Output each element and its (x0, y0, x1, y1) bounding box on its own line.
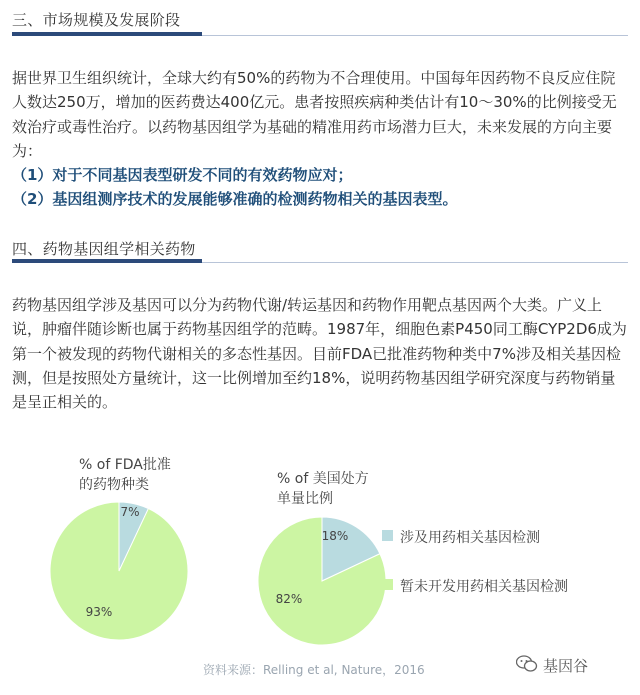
pie-1-label-tested: 7% (120, 505, 140, 519)
pie-1-label-untested: 93% (85, 605, 113, 619)
section-3-text: 据世界卫生组织统计，全球大约有50%的药物为不合理使用。中国每年因药物不良反应住院人数达250万，增加的医药费达400亿元。患者按照疾病种类估计有10～30%的比例接受无效治疗或毒性治疗。以药物基因组学为基础的精准用药市场潜力巨大，未来发展的方向主要为： (12, 69, 617, 160)
section-4-text: 药物基因组学涉及基因可以分为药物代谢/转运基因和药物作用靶点基因两个大类。广义上说，肿瘤伴随诊断也属于药物基因组学的范畴。1987年，细胞色素P450同工酶CYP2D6成为第一个被发现的药物代谢相关的多态性基因。目前FDA已批准药物种类中7%涉及相关基因检测，但是按照处方量统计，这一比例增加至约18%，说明药物基因组学研究深度与药物销量是呈正相关的。 (12, 296, 627, 412)
point-2: （2）基因组测序技术的发展能够准确的检测药物相关的基因表型。 (12, 190, 458, 209)
pie-1-title-line-2: 的药物种类 (79, 477, 149, 493)
pie-2-label-untested: 82% (275, 592, 303, 606)
section-3-title: 三、市场规模及发展阶段 (12, 11, 181, 29)
legend-swatch-untested (382, 579, 393, 590)
pie-1-title-line-1: % of FDA批准 (79, 457, 171, 473)
legend-swatch-tested (382, 530, 393, 541)
pie-2-label-tested: 18% (321, 529, 349, 543)
legend-label-untested: 暂未开发用药相关基因检测 (400, 579, 568, 595)
legend-label-tested: 涉及用药相关基因检测 (400, 530, 540, 546)
source-citation: 资料来源：Relling et al, Nature，2016 (203, 663, 425, 677)
pie-2-title-line-1: % of 美国处方 (277, 471, 369, 487)
wechat-icon (516, 655, 538, 673)
pie-1-slice-untested (50, 502, 188, 640)
pie-2-title-line-2: 单量比例 (277, 491, 333, 507)
section-4-title: 四、药物基因组学相关药物 (12, 240, 196, 258)
point-1: （1）对于不同基因表型研发不同的有效药物应对； (12, 166, 353, 185)
watermark-text: 基因谷 (543, 657, 589, 675)
